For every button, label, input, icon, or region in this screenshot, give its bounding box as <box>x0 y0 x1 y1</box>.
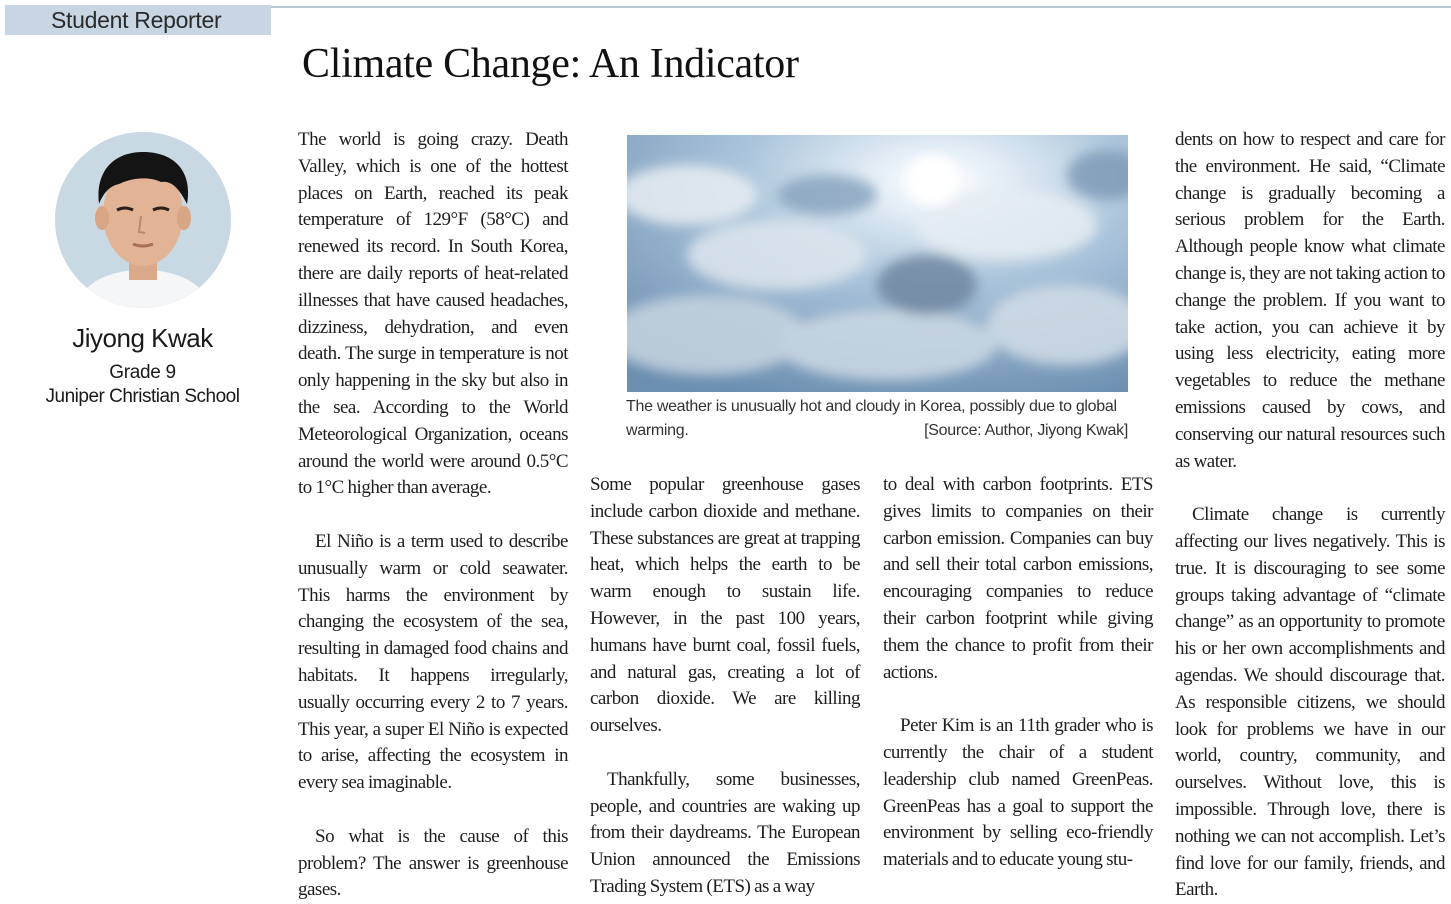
paragraph: Climate change is currently affecting our lives negatively. This is true. It is discouraging to see some groups taking advantage of “climate change” as an opportunity to promote his or her own accomplishments and agendas. We should discourage that. As responsible citizens, we should look for problems we have in our world, country, community, and ourselves. Without love, this is impossible. Through love, there is nothing we can not accomplish. Let’s find love for our family, friends, and Earth. <box>1175 504 1445 901</box>
author-school: Juniper Christian School <box>45 386 240 407</box>
author-avatar <box>55 132 231 308</box>
article-title: Climate Change: An Indicator <box>302 41 799 87</box>
article-column-2 <box>590 472 860 901</box>
author-grade: Grade 9 <box>109 362 176 383</box>
sky-photo <box>627 135 1128 392</box>
article-column-4 <box>1175 127 1445 904</box>
section-label: Student Reporter <box>5 5 271 35</box>
paragraph: to deal with carbon footprints. ETS gives limits to companies on their carbon emission. Companies can buy and sell their total carbon emissions, encouraging companies to reduce their carbon footprint while giving them the chance to profit from their actions. <box>883 474 1153 683</box>
paragraph: El Niño is a term used to describe unusually warm or cold seawater. This harms the environment by changing the ecosystem of the sea, resulting in damaged food chains and habitats. It happens irregularly, usually occurring every 2 to 7 years. This year, a super El Niño is expected to arise, affecting the ecosystem in every sea imaginable. <box>298 530 568 794</box>
paragraph: Some popular greenhouse gases include carbon dioxide and methane. These substances are great at trapping heat, which helps the earth to be warm enough to sustain life. However, in the past 100 years, humans have burnt coal, fossil fuels, and natural gas, creating a lot of carbon dioxide. We are killing ourselves. <box>590 474 860 737</box>
author-name: Jiyong Kwak <box>72 323 213 353</box>
paragraph: So what is the cause of this problem? The answer is greenhouse gases. <box>298 825 568 901</box>
caption-text: The weather is unusually hot and cloudy in Korea, possibly due to global warming. <box>626 398 1117 439</box>
header-rule <box>271 6 1451 8</box>
paragraph: The world is going crazy. Death Valley, which is one of the hottest places on Earth, reached its peak temperature of 129°F (58°C) and renewed its record. In South Korea, there are daily reports of heat-related illnesses that have caused headaches, dizziness, dehydration, and even death. The surge in temperature is not only happening in the sky but also in the sea. According to the World Meteorological Organization, oceans around the world were around 0.5°C to 1°C higher than average. <box>298 129 568 499</box>
article-column-3 <box>883 472 1153 874</box>
paragraph: dents on how to respect and care for the environment. He said, “Climate change is gradually becoming a serious problem for the Earth. Although people know what climate change is, they are not taking action to change the problem. If you want to take action, you can achieve it by using less electricity, eating more vegetables to reduce the methane emissions caused by cows, and conserving our natural resources such as water. <box>1175 129 1445 472</box>
paragraph: Thankfully, some businesses, people, and countries are waking up from their daydreams. The European Union announced the Emissions Trading System (ETS) as a way <box>590 768 860 897</box>
article-column-1 <box>298 127 568 904</box>
photo-caption <box>626 395 1128 443</box>
paragraph: Peter Kim is an 11th grader who is currently the chair of a student leadership club named GreenPeas. GreenPeas has a goal to support the environment by selling eco-friendly materials and to educate young stu- <box>883 715 1153 871</box>
photo-source: [Source: Author, Jiyong Kwak] <box>924 422 1128 439</box>
